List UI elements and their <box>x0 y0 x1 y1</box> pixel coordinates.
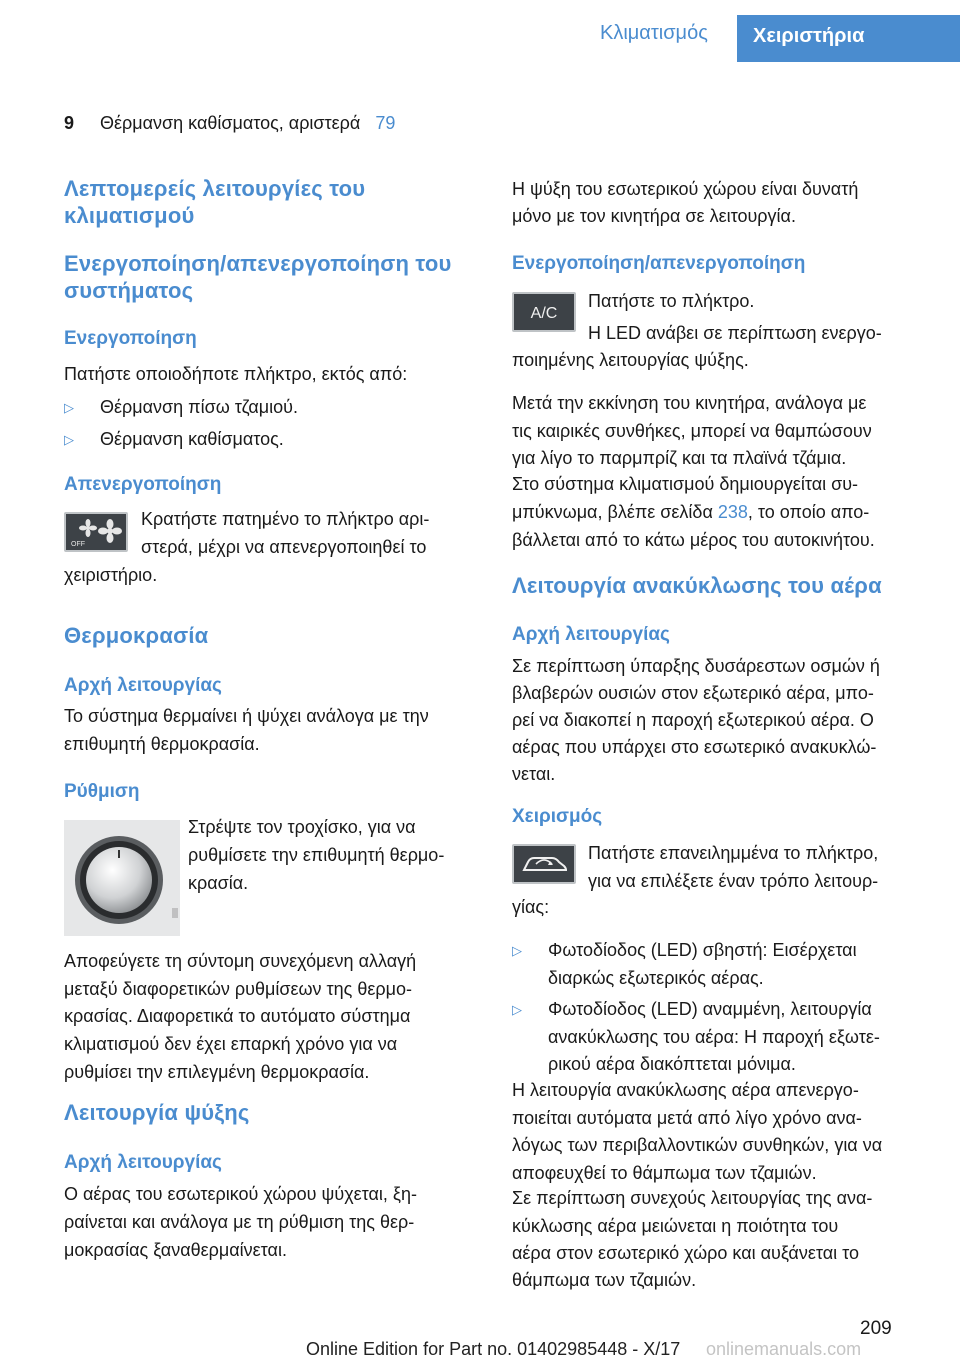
header-tab-controls[interactable]: Χειριστήρια <box>737 15 960 62</box>
triangle-bullet-icon: ▷ <box>512 1002 522 1017</box>
heading-system-on-off: Ενεργοποίηση/απενεργοποίηση του συστήματος <box>64 251 452 303</box>
triangle-bullet-icon: ▷ <box>64 400 74 415</box>
heading-detailed-functions: Λεπτομερείς λειτουργίες του κλιματισμού <box>64 176 366 228</box>
quality-text-1: Σε περίπτωση συνεχούς λειτουργίας της ανα‐ <box>512 1188 873 1208</box>
setting-text-2: ρυθμίσετε την επιθυμητή θερμο‐ <box>188 845 445 865</box>
header-tab-climate[interactable]: Κλιματισμός <box>600 22 708 44</box>
auto-text-1: Η λειτουργία ανακύκλωσης αέρα απενεργο‐ <box>512 1080 859 1100</box>
deactivation-text-3: χειριστήριο. <box>64 565 158 585</box>
recirculation-button-icon <box>512 844 576 884</box>
recirc-text-2: βλαβερών ουσιών στον εξωτερικό αέρα, μπο‐ <box>512 683 874 703</box>
condensation-1: Στο σύστημα κλιματισμού δημιουργείται συ‐ <box>512 474 859 494</box>
after-start-1: Μετά την εκκίνηση του κινητήρα, ανάλογα με <box>512 393 867 413</box>
quality-text-2: κύκλωσης αέρα μειώνεται η ποιότητα του <box>512 1216 839 1236</box>
operation-text-3: γίας: <box>512 897 550 917</box>
heading-operation: Χειρισμός <box>512 806 603 827</box>
list-item: ▷ Θέρμανση καθίσματος. <box>64 425 484 453</box>
recirc-text-4: αέρας που υπάρχει στο εσωτερικό ανακυκλώ‐ <box>512 737 877 757</box>
heading-temperature: Θερμοκρασία <box>64 623 209 648</box>
list-item: ▷ Φωτοδίοδος (LED) αναμμένη, λειτουργία ανακύκλωσης του αέρα: Η παροχή εξωτε‐ ρικού αέρα διακόπτεται μόνιμα. <box>512 995 932 1079</box>
heading-recirculation: Λειτουργία ανακύκλωσης του αέρα <box>512 573 882 598</box>
activation-text: Πατήστε οποιοδήποτε πλήκτρο, εκτός από: <box>64 364 408 384</box>
after-start-3: για λίγο το παρμπρίζ και τα πλαϊνά τζάμια. <box>512 448 847 468</box>
page-number: 209 <box>860 1318 892 1339</box>
heading-cool-principle: Αρχή λειτουργίας <box>64 1152 222 1173</box>
operation-text-1: Πατήστε επανειλημμένα το πλήκτρο, <box>588 843 879 863</box>
list-item: ▷ Θέρμανση πίσω τζαμιού. <box>64 393 484 421</box>
auto-text-2: ποιείται αυτόματα μετά από λίγο χρόνο ανα‐ <box>512 1108 862 1128</box>
deactivation-text-1: Κρατήστε πατημένο το πλήκτρο αρι‐ <box>141 509 430 529</box>
avoid-text-4: κλιματισμού δεν έχει επαρκή χρόνο για να <box>64 1034 398 1054</box>
legend-item-9 <box>64 113 395 134</box>
edition-footer: Online Edition for Part no. 01402985448 - X/17 <box>306 1339 681 1359</box>
operation-text-2: για να επιλέξετε έναν τρόπο λειτουρ‐ <box>588 871 879 891</box>
ac-button-icon <box>512 292 576 332</box>
setting-text-3: κρασία. <box>188 873 249 893</box>
auto-text-4: αποφευχθεί το θάμπωμα των τζαμιών. <box>512 1163 817 1183</box>
watermark: onlinemanuals.com <box>706 1339 862 1359</box>
triangle-bullet-icon: ▷ <box>512 943 522 958</box>
page-link-79[interactable]: 79 <box>375 113 396 133</box>
cool-cont-2: μόνο με τον κινητήρα σε λειτουργία. <box>512 206 796 226</box>
avoid-text-2: μεταξύ διαφορετικών ρυθμίσεων της θερμο‐ <box>64 979 412 999</box>
condensation-2: μπύκνωμα, βλέπε σελίδα 238, το οποίο απο‐ <box>512 502 870 522</box>
cool-text-3: μοκρασίας ξαναθερμαίνεται. <box>64 1240 287 1260</box>
ac-text-1: Πατήστε το πλήκτρο. <box>588 291 755 311</box>
heading-temp-principle: Αρχή λειτουργίας <box>64 675 222 696</box>
heading-ac-on-off: Ενεργοποίηση/απενεργοποίηση <box>512 253 806 274</box>
condensation-3: βάλλεται από το κάτω μέρος του αυτοκινήτου. <box>512 530 875 550</box>
off-fan-button-icon <box>64 512 128 552</box>
recirc-text-3: ρεί να διακοπεί η παροχή εξωτερικού αέρα. Ο <box>512 710 874 730</box>
avoid-text-5: ρυθμίσει την επιλεγμένη θερμοκρασία. <box>64 1062 370 1082</box>
temp-principle-1: Το σύστημα θερμαίνει ή ψύχει ανάλογα με την <box>64 706 429 726</box>
off-label: OFF <box>71 541 85 548</box>
cool-text-2: ραίνεται και ανάλογα με τη ρύθμιση της θερ‐ <box>64 1212 415 1232</box>
temperature-knob-image <box>64 820 180 936</box>
heading-cooling: Λειτουργία ψύξης <box>64 1100 250 1125</box>
cool-cont-1: Η ψύξη του εσωτερικού χώρου είναι δυνατή <box>512 179 859 199</box>
ac-text-2: Η LED ανάβει σε περίπτωση ενεργο‐ <box>588 323 882 343</box>
temp-principle-2: επιθυμητή θερμοκρασία. <box>64 734 260 754</box>
legend-number: 9 <box>64 113 75 133</box>
deactivation-text-2: στερά, μέχρι να απενεργοποιηθεί το <box>141 537 427 557</box>
triangle-bullet-icon: ▷ <box>64 432 74 447</box>
legend-text: Θέρμανση καθίσματος, αριστερά <box>100 113 361 133</box>
avoid-text-3: κρασίας. Διαφορετικά το αυτόματο σύστημα <box>64 1006 411 1026</box>
recirc-text-1: Σε περίπτωση ύπαρξης δυσάρεστων οσμών ή <box>512 656 880 676</box>
setting-text-1: Στρέψτε τον τροχίσκο, για να <box>188 817 416 837</box>
heading-activation: Ενεργοποίηση <box>64 328 197 349</box>
recirc-text-5: νεται. <box>512 764 556 784</box>
heading-recirc-principle: Αρχή λειτουργίας <box>512 624 670 645</box>
heading-deactivation: Απενεργοποίηση <box>64 474 222 495</box>
quality-text-4: θάμπωμα των τζαμιών. <box>512 1270 697 1290</box>
quality-text-3: αέρα στον εσωτερικό χώρο και αυξάνεται το <box>512 1243 859 1263</box>
heading-setting: Ρύθμιση <box>64 781 140 802</box>
after-start-2: τις καιρικές συνθήκες, μπορεί να θαμπώσουν <box>512 421 872 441</box>
ac-text-3: ποιημένης λειτουργίας ψύξης. <box>512 350 749 370</box>
cool-text-1: Ο αέρας του εσωτερικού χώρου ψύχεται, ξη‐ <box>64 1184 417 1204</box>
auto-text-3: λόγως των περιβαλλοντικών συνθηκών, για να <box>512 1135 883 1155</box>
list-item: ▷ Φωτοδίοδος (LED) σβηστή: Εισέρχεται διαρκώς εξωτερικός αέρας. <box>512 936 932 992</box>
avoid-text-1: Αποφεύγετε τη σύντομη συνεχόμενη αλλαγή <box>64 951 417 971</box>
page-link-238[interactable]: 238 <box>717 502 748 522</box>
ac-label: A/C <box>530 305 558 322</box>
